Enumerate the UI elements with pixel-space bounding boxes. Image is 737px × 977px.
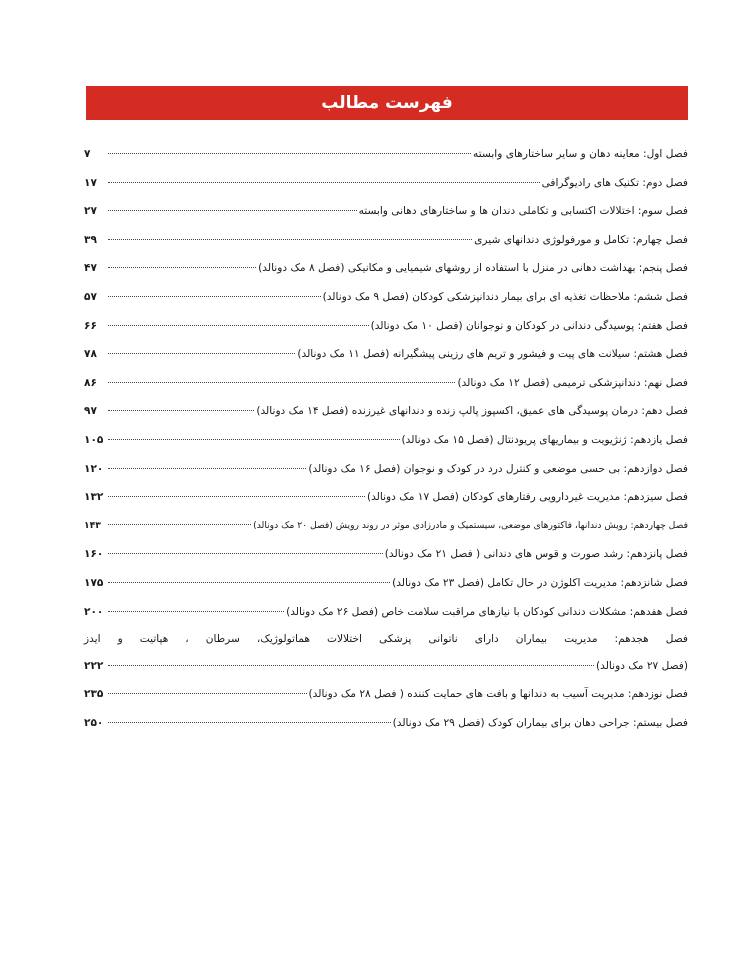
toc-entry-title: فصل سیزدهم: مدیریت غیردارویی رفتارهای کودکان (فصل ۱۷ مک دونالد) <box>366 491 688 504</box>
toc-entry[interactable] <box>84 226 688 255</box>
dot-leader <box>108 665 594 666</box>
toc-entry[interactable] <box>84 483 688 512</box>
dot-leader <box>108 693 307 694</box>
dot-leader <box>108 267 256 268</box>
dot-leader <box>108 182 540 183</box>
page-title <box>86 86 688 120</box>
toc-entry[interactable] <box>84 140 688 169</box>
toc-entry-page: ۲۰۰ <box>84 605 104 618</box>
dot-leader <box>108 524 251 525</box>
toc-entry[interactable] <box>84 569 688 598</box>
dot-leader <box>108 468 306 469</box>
dot-leader <box>108 553 383 554</box>
toc-entry-multiline[interactable] <box>84 626 688 653</box>
toc-entry[interactable] <box>84 680 688 709</box>
dot-leader <box>108 353 295 354</box>
toc-entry-page: ۱۶۰ <box>84 548 104 561</box>
toc-entry-title: فصل هشتم: سیلانت های پیت و فیشور و تریم های رزینی پیشگیرانه (فصل ۱۱ مک دونالد) <box>297 348 688 361</box>
toc-entry-title: فصل ششم: ملاحظات تغذیه ای برای بیمار دندانپزشکی کودکان (فصل ۹ مک دونالد) <box>322 290 688 303</box>
table-of-contents <box>84 140 688 737</box>
toc-entry-page: ۱۲۰ <box>84 462 104 475</box>
toc-entry-title: فصل نوزدهم: مدیریت آسیب به دندانها و بافت های حمایت کننده ( فصل ۲۸ مک دونالد) <box>308 688 688 701</box>
dot-leader <box>108 296 321 297</box>
toc-entry[interactable] <box>84 369 688 398</box>
toc-entry-title: فصل شانزدهم: مدیریت اکلوژن در حال تکامل (فصل ۲۳ مک دونالد) <box>392 576 688 589</box>
toc-entry[interactable] <box>84 709 688 738</box>
toc-entry-page: ۲۲۲ <box>84 660 104 673</box>
dot-leader <box>108 153 471 154</box>
toc-entry-page: ۸۶ <box>84 376 97 389</box>
toc-entry[interactable] <box>84 283 688 312</box>
toc-entry-title-cont: (فصل ۲۷ مک دونالد) <box>596 660 688 673</box>
toc-entry[interactable] <box>84 426 688 455</box>
toc-entry-title: فصل دوم: تکنیک های رادیوگرافی <box>541 176 688 189</box>
toc-entry-page: ۲۳۵ <box>84 688 104 701</box>
toc-entry-page: ۱۳۲ <box>84 491 104 504</box>
toc-entry[interactable] <box>84 512 688 541</box>
dot-leader <box>108 382 455 383</box>
dot-leader <box>108 582 390 583</box>
toc-entry[interactable] <box>84 197 688 226</box>
toc-entry-page: ۱۴۳ <box>84 519 101 531</box>
toc-entry-page: ۱۷۵ <box>84 576 104 589</box>
toc-entry-page: ۷ <box>84 148 91 160</box>
toc-entry[interactable] <box>84 312 688 341</box>
toc-entry-title: فصل پنجم: بهداشت دهانی در منزل با استفاده از روشهای شیمیایی و مکانیکی (فصل ۸ مک دونالد) <box>258 262 688 275</box>
toc-entry-title: فصل بیستم: جراحی دهان برای بیماران کودک (فصل ۲۹ مک دونالد) <box>392 716 688 729</box>
toc-entry-title: فصل پانزدهم: رشد صورت و قوس های دندانی ( فصل ۲۱ مک دونالد) <box>384 548 688 561</box>
toc-entry[interactable] <box>84 397 688 426</box>
toc-entry-title: فصل چهاردهم: رویش دندانها، فاکتورهای موضعی، سیستمیک و مادرزادی موثر در روند رویش (فصل ۲۰ مک دونالد) <box>253 519 688 531</box>
toc-entry-page: ۱۷ <box>84 176 97 189</box>
toc-entry-title: فصل نهم: دندانپزشکی ترمیمی (فصل ۱۲ مک دونالد) <box>457 376 688 389</box>
toc-entry-page: ۴۷ <box>84 262 97 275</box>
toc-entry-title: فصل اول: معاینه دهان و سایر ساختارهای وابسته <box>473 148 688 160</box>
dot-leader <box>108 325 369 326</box>
page-title-text: فهرست مطالب <box>321 93 453 113</box>
toc-entry-title: فصل چهارم: تکامل و مورفولوژی دندانهای شیری <box>474 233 688 246</box>
dot-leader <box>108 410 254 411</box>
toc-entry-page: ۲۵۰ <box>84 716 104 729</box>
toc-entry[interactable] <box>84 455 688 484</box>
toc-entry[interactable] <box>84 254 688 283</box>
toc-entry-title: فصل هفدهم: مشکلات دندانی کودکان با نیازهای مراقبت سلامت خاص (فصل ۲۶ مک دونالد) <box>286 605 688 618</box>
toc-entry-page: ۹۷ <box>84 405 97 418</box>
toc-entry-title: فصل هجدهم: مدیریت بیماران دارای ناتوانی پزشکی اختلالات هماتولوژیک، سرطان ، هپاتیت و ایدز <box>84 633 688 646</box>
toc-entry-title: فصل دهم: درمان پوسیدگی های عمیق، اکسپوز پالپ زنده و دندانهای غیرزنده (فصل ۱۴ مک دونالد) <box>256 405 688 418</box>
toc-entry[interactable] <box>84 598 688 627</box>
toc-entry[interactable] <box>84 169 688 198</box>
dot-leader <box>108 439 400 440</box>
toc-entry-page: ۲۷ <box>84 205 97 218</box>
toc-entry-title: فصل دوازدهم: بی حسی موضعی و کنترل درد در کودک و نوجوان (فصل ۱۶ مک دونالد) <box>308 462 688 475</box>
dot-leader <box>108 722 391 723</box>
toc-entry-page: ۱۰۵ <box>84 433 104 446</box>
dot-leader <box>108 210 357 211</box>
toc-entry-page: ۵۷ <box>84 290 97 303</box>
dot-leader <box>108 239 472 240</box>
toc-entry-page: ۷۸ <box>84 348 97 361</box>
dot-leader <box>108 611 284 612</box>
toc-entry[interactable] <box>84 340 688 369</box>
dot-leader <box>108 496 365 497</box>
toc-entry-title: فصل هفتم: پوسیدگی دندانی در کودکان و نوجوانان (فصل ۱۰ مک دونالد) <box>370 319 688 332</box>
toc-entry[interactable] <box>84 540 688 569</box>
toc-entry-title: فصل یازدهم: ژنژیویت و بیماریهای پریودنتال (فصل ۱۵ مک دونالد) <box>401 433 688 446</box>
toc-entry-continuation[interactable] <box>84 653 688 680</box>
toc-entry-page: ۶۶ <box>84 319 97 332</box>
toc-entry-title: فصل سوم: اختلالات اکتسابی و تکاملی دندان ها و ساختارهای دهانی وابسته <box>358 205 688 218</box>
toc-entry-page: ۳۹ <box>84 233 97 246</box>
